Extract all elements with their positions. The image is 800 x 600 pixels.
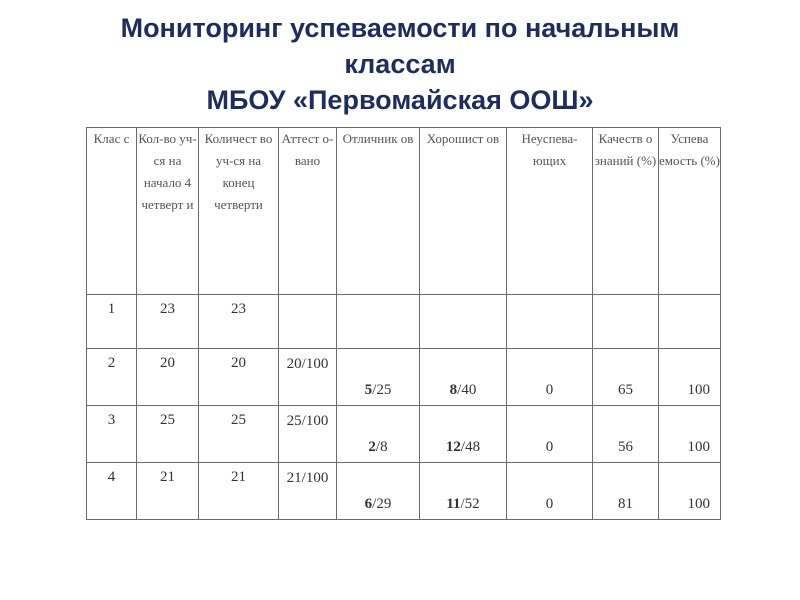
page-title — [40, 10, 760, 118]
table-header-row — [87, 128, 721, 295]
cell-klass: 4 — [87, 463, 137, 520]
monitoring-table — [86, 127, 721, 520]
cell-klass: 1 — [87, 295, 137, 349]
header-excellent: Отличник ов — [337, 128, 420, 295]
cell-good: 12/48 — [420, 406, 507, 463]
header-start-count: Кол-во уч-ся на начало 4 четверт и — [137, 128, 199, 295]
cell-failing — [507, 295, 593, 349]
cell-good: 11/52 — [420, 463, 507, 520]
cell-end: 21 — [199, 463, 279, 520]
cell-excellent: 2/8 — [337, 406, 420, 463]
cell-klass: 3 — [87, 406, 137, 463]
header-progress: Успева емость (%) — [659, 128, 721, 295]
cell-progress: 100 — [659, 463, 721, 520]
cell-progress — [659, 295, 721, 349]
cell-att: 21/100 — [279, 463, 337, 520]
cell-progress: 100 — [659, 349, 721, 406]
header-quality: Качеств о знаний (%) — [593, 128, 659, 295]
cell-att: 20/100 — [279, 349, 337, 406]
cell-end: 25 — [199, 406, 279, 463]
header-failing: Неуспева- ющих — [507, 128, 593, 295]
title-line-2: классам — [344, 49, 456, 79]
cell-good — [420, 295, 507, 349]
cell-end: 23 — [199, 295, 279, 349]
cell-att — [279, 295, 337, 349]
cell-excellent: 5/25 — [337, 349, 420, 406]
header-attested: Аттест о-вано — [279, 128, 337, 295]
cell-good: 8/40 — [420, 349, 507, 406]
cell-quality: 81 — [593, 463, 659, 520]
cell-quality: 65 — [593, 349, 659, 406]
cell-start: 25 — [137, 406, 199, 463]
cell-start: 20 — [137, 349, 199, 406]
cell-start: 21 — [137, 463, 199, 520]
table-row — [87, 463, 721, 520]
cell-att: 25/100 — [279, 406, 337, 463]
cell-failing: 0 — [507, 406, 593, 463]
cell-klass: 2 — [87, 349, 137, 406]
header-klass: Клас с — [87, 128, 137, 295]
cell-excellent — [337, 295, 420, 349]
table-row — [87, 406, 721, 463]
table-row — [87, 349, 721, 406]
cell-end: 20 — [199, 349, 279, 406]
cell-excellent: 6/29 — [337, 463, 420, 520]
title-line-1: Мониторинг успеваемости по начальным — [120, 13, 680, 43]
cell-progress: 100 — [659, 406, 721, 463]
cell-quality: 56 — [593, 406, 659, 463]
cell-quality — [593, 295, 659, 349]
cell-start: 23 — [137, 295, 199, 349]
table-row — [87, 295, 721, 349]
header-good: Хорошист ов — [420, 128, 507, 295]
cell-failing: 0 — [507, 349, 593, 406]
title-line-3: МБОУ «Первомайская ООШ» — [206, 85, 594, 115]
header-end-count: Количест во уч-ся на конец четверти — [199, 128, 279, 295]
cell-failing: 0 — [507, 463, 593, 520]
